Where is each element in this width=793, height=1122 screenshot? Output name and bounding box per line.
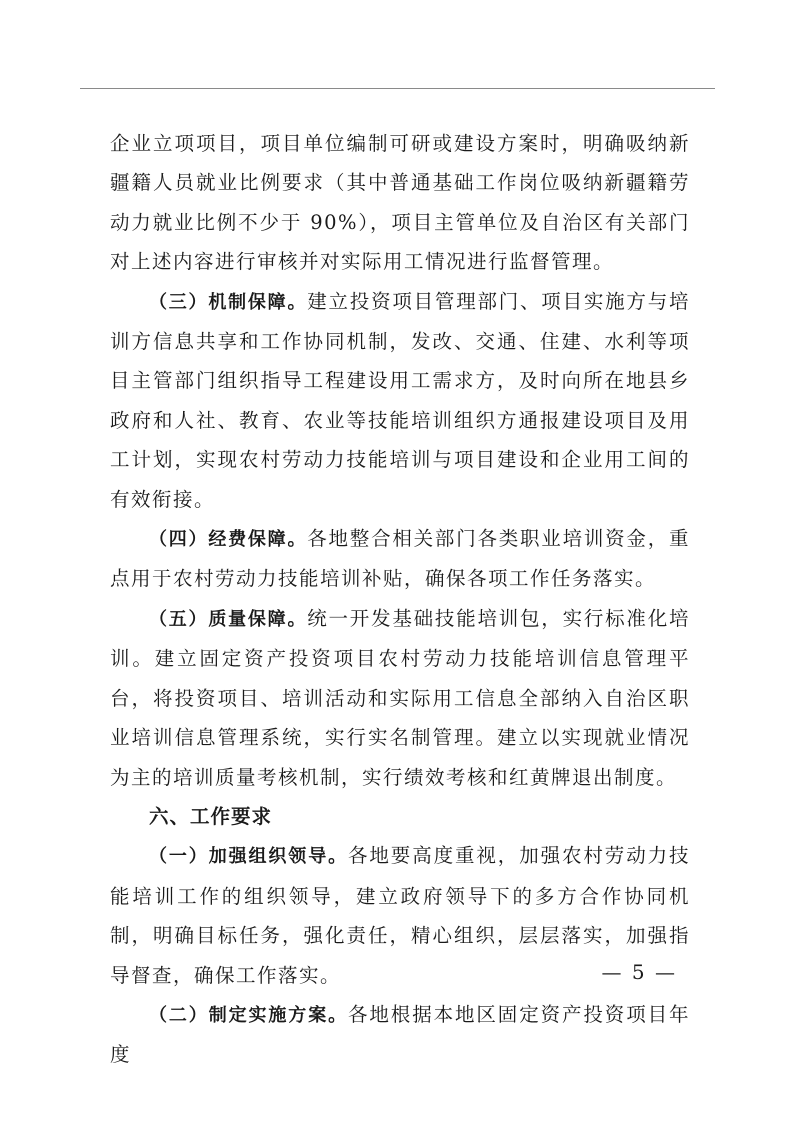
paragraph-quality-guarantee	[110, 599, 690, 797]
page-number: — 5 —	[601, 960, 677, 984]
header-rule	[80, 88, 715, 89]
subheading-mechanism-guarantee: （三）机制保障。	[149, 291, 308, 313]
paragraph-text: 各地整合相关部门各类职业培训资金，重点用于农村劳动力技能培训补贴，确保各项工作任务落实。	[110, 527, 690, 591]
subheading-implementation-plan: （二）制定实施方案。	[149, 1004, 348, 1026]
paragraph-text: 各地要高度重视，加强农村劳动力技能培训工作的组织领导，建立政府领导下的多方合作协同机制，明确目标任务，强化责任，精心组织，层层落实，加强指导督查，确保工作落实。	[110, 844, 690, 987]
paragraph-mechanism-guarantee	[110, 282, 690, 519]
subheading-funding-guarantee: （四）经费保障。	[149, 529, 308, 551]
document-body	[110, 124, 690, 1075]
subheading-organization-leadership: （一）加强组织领导。	[149, 846, 348, 868]
paragraph-text: 统一开发基础技能培训包，实行标准化培训。建立固定资产投资项目农村劳动力技能培训信息管理平台，将投资项目、培训活动和实际用工信息全部纳入自治区职业培训信息管理系统，实行实名制管理。建立以实现就业情况为主的培训质量考核机制，实行绩效考核和红黄牌退出制度。	[110, 606, 690, 789]
subheading-quality-guarantee: （五）质量保障。	[149, 608, 308, 630]
paragraph-text: 建立投资项目管理部门、项目实施方与培训方信息共享和工作协同机制，发改、交通、住建、水利等项目主管部门组织指导工程建设用工需求方，及时向所在地县乡政府和人社、教育、农业等技能培训组织方通报建设项目及用工计划，实现农村劳动力技能培训与项目建设和企业用工间的有效衔接。	[110, 289, 690, 511]
paragraph-implementation-plan	[110, 995, 690, 1075]
paragraph-text: 各地根据本地区固定资产投资项目年度	[110, 1002, 690, 1067]
section-heading-work-requirements: 六、工作要求	[149, 804, 273, 828]
paragraph-continuation: 企业立项项目，项目单位编制可研或建设方案时，明确吸纳新疆籍人员就业比例要求（其中普通基础工作岗位吸纳新疆籍劳动力就业比例不少于 90%），项目主管单位及自治区有关部门对上述内容进行审核并对实际用工情况进行监督管理。	[110, 132, 690, 274]
paragraph-funding-guarantee	[110, 519, 690, 599]
